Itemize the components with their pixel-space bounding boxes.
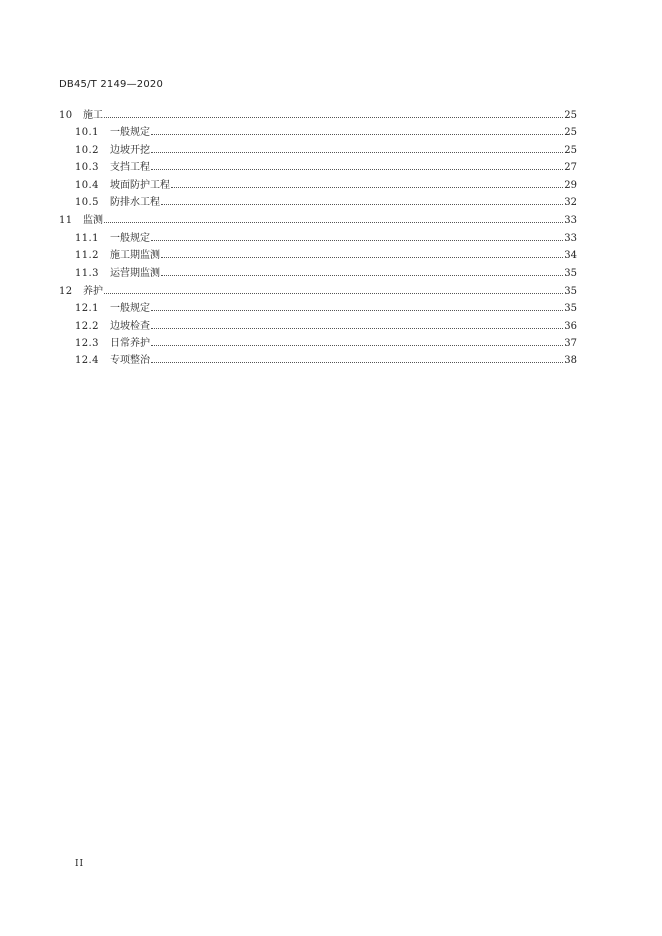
toc-entry-12-3[interactable] xyxy=(59,335,577,352)
document-id: DB45/T 2149—2020 xyxy=(59,79,164,90)
dot-leader xyxy=(104,221,563,223)
toc-entry-10[interactable] xyxy=(59,107,577,124)
dot-leader xyxy=(151,168,563,170)
toc-entry-12-4[interactable] xyxy=(59,352,577,369)
toc-entry-page: 25 xyxy=(564,144,577,156)
toc-entry-page: 32 xyxy=(564,196,577,208)
toc-entry-title: 边坡开挖 xyxy=(110,144,150,156)
toc-entry-number: 10.5 xyxy=(75,196,99,208)
toc-entry-page: 35 xyxy=(564,267,577,279)
toc-entry-title: 支挡工程 xyxy=(110,162,150,174)
toc-entry-number: 12.3 xyxy=(75,338,99,350)
dot-leader xyxy=(161,256,563,258)
toc-entry-11-3[interactable] xyxy=(59,265,577,282)
dot-leader xyxy=(104,292,563,294)
dot-leader xyxy=(171,186,563,188)
toc-entry-page: 35 xyxy=(564,285,577,297)
toc-chapter-11 xyxy=(59,212,577,282)
dot-leader xyxy=(151,361,563,363)
toc-entry-title: 养护 xyxy=(83,285,103,297)
table-of-contents xyxy=(59,106,577,370)
toc-entry-number: 11 xyxy=(59,215,73,227)
dot-leader xyxy=(151,133,563,135)
toc-entry-page: 34 xyxy=(564,250,577,262)
toc-entry-number: 12.1 xyxy=(75,303,99,315)
toc-entry-10-4[interactable] xyxy=(59,177,577,194)
toc-entry-page: 38 xyxy=(564,355,577,367)
toc-entry-title: 施工 xyxy=(83,110,103,121)
toc-entry-page: 33 xyxy=(564,232,577,244)
toc-entry-title: 日常养护 xyxy=(110,338,150,350)
toc-entry-page: 35 xyxy=(564,303,577,315)
toc-entry-title: 一般规定 xyxy=(110,303,150,315)
toc-entry-number: 10.1 xyxy=(75,127,99,139)
toc-entry-page: 36 xyxy=(564,320,577,332)
dot-leader xyxy=(151,309,563,311)
toc-entry-title: 边坡检查 xyxy=(110,320,150,332)
toc-entry-title: 运营期监测 xyxy=(110,267,160,279)
toc-entry-title: 一般规定 xyxy=(110,127,150,139)
toc-entry-number: 12 xyxy=(59,285,73,297)
dot-leader xyxy=(161,203,563,205)
toc-entry-12-2[interactable] xyxy=(59,318,577,335)
toc-entry-title: 监测 xyxy=(83,215,103,227)
toc-entry-page: 25 xyxy=(564,110,577,121)
toc-entry-number: 10.2 xyxy=(75,144,99,156)
toc-entry-page: 25 xyxy=(564,127,577,139)
toc-entry-11[interactable] xyxy=(59,212,577,229)
toc-entry-12[interactable] xyxy=(59,283,577,300)
dot-leader xyxy=(151,344,563,346)
toc-entry-number: 11.3 xyxy=(75,267,99,279)
toc-entry-title: 施工期监测 xyxy=(110,250,160,262)
dot-leader xyxy=(151,151,563,153)
toc-entry-number: 11.1 xyxy=(75,232,99,244)
toc-entry-11-2[interactable] xyxy=(59,247,577,264)
toc-entry-number: 12.2 xyxy=(75,320,99,332)
toc-chapter-10 xyxy=(59,107,577,211)
toc-entry-page: 33 xyxy=(564,215,577,227)
toc-entry-10-2[interactable] xyxy=(59,142,577,159)
dot-leader xyxy=(151,239,563,241)
toc-entry-title: 一般规定 xyxy=(110,232,150,244)
toc-entry-title: 坡面防护工程 xyxy=(110,179,170,191)
toc-entry-title: 防排水工程 xyxy=(110,196,160,208)
toc-entry-number: 10 xyxy=(59,110,73,121)
toc-entry-page: 37 xyxy=(564,338,577,350)
toc-entry-10-5[interactable] xyxy=(59,194,577,211)
dot-leader xyxy=(104,116,563,118)
dot-leader xyxy=(161,274,563,276)
toc-entry-page: 27 xyxy=(564,162,577,174)
toc-entry-number: 10.4 xyxy=(75,179,99,191)
toc-entry-title: 专项整治 xyxy=(110,355,150,367)
page-number: II xyxy=(75,859,85,869)
toc-entry-number: 10.3 xyxy=(75,162,99,174)
toc-entry-11-1[interactable] xyxy=(59,230,577,247)
toc-entry-number: 11.2 xyxy=(75,250,99,262)
toc-entry-10-3[interactable] xyxy=(59,159,577,176)
toc-entry-12-1[interactable] xyxy=(59,300,577,317)
dot-leader xyxy=(151,327,563,329)
toc-entry-10-1[interactable] xyxy=(59,124,577,141)
toc-chapter-12 xyxy=(59,283,577,370)
toc-entry-number: 12.4 xyxy=(75,355,99,367)
toc-entry-page: 29 xyxy=(564,179,577,191)
